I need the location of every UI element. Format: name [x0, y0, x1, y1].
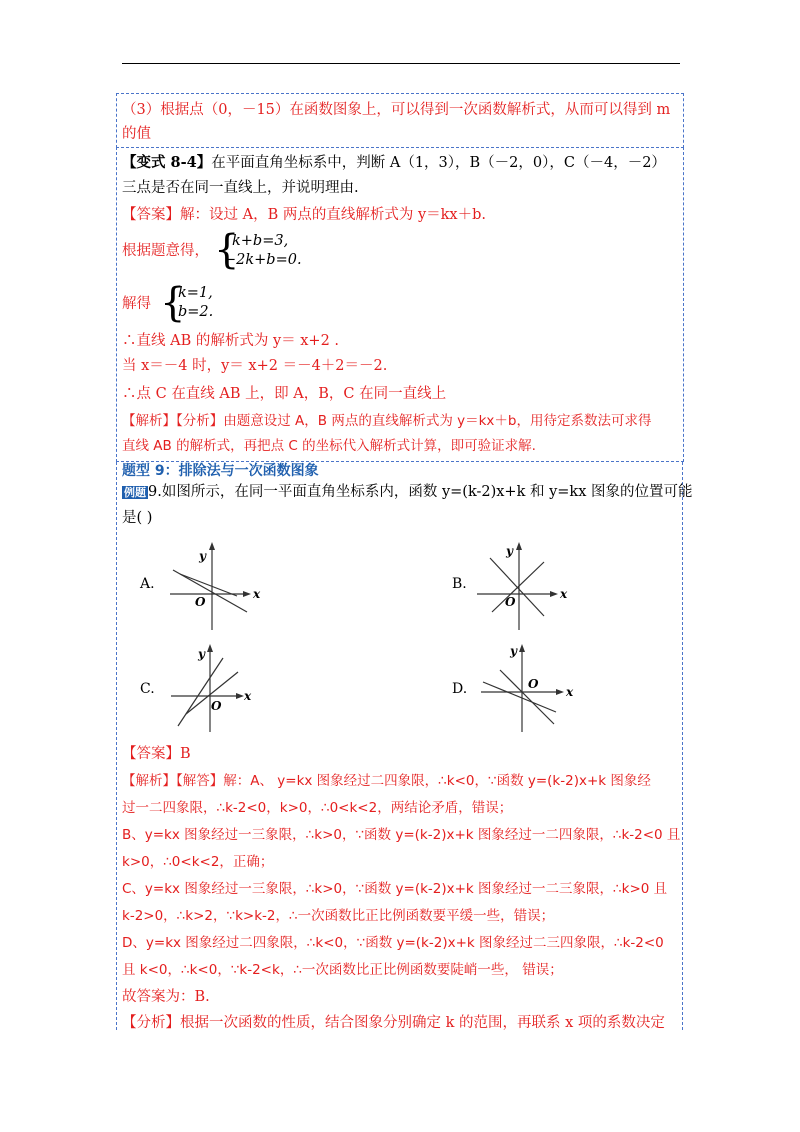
- system-eq1: k+b=3,: [232, 233, 289, 249]
- line-1: [178, 658, 223, 726]
- line-1: [173, 570, 247, 612]
- solution-line1: 【解析】【解答】解：A、 y=kx 图象经过二四象限，∴k<0，∵函数 y=(k-2)x+k 图象经: [122, 773, 651, 789]
- system-brace: {: [214, 227, 240, 273]
- given-label: 根据题意得，: [122, 243, 209, 259]
- y-label: y: [510, 644, 517, 658]
- conclusion-line: ∴点 C 在直线 AB 上，即 A，B，C 在同一直线上: [122, 386, 447, 402]
- system-eq2: −2k+b=0.: [224, 252, 302, 268]
- graph-a-label: A.: [140, 576, 155, 592]
- x-label: x: [560, 587, 568, 601]
- analysis-line1: 【解析】【分析】由题意设过 A，B 两点的直线解析式为 y＝kx＋b，用待定系数法可求得: [122, 413, 652, 429]
- graph-c-label: C.: [140, 681, 155, 697]
- graph-a: [165, 538, 265, 633]
- section-right-border: [682, 462, 683, 1030]
- line-1: [490, 558, 544, 616]
- x-arrow-icon: [550, 591, 558, 597]
- x-arrow-icon: [243, 591, 251, 597]
- graph-d: [478, 640, 578, 735]
- example-answer: 【答案】B: [122, 746, 191, 762]
- y-arrow-icon: [207, 644, 213, 652]
- graph-d-label: D.: [452, 681, 468, 697]
- solution-eq2: b=2.: [178, 304, 214, 320]
- x-arrow-icon: [236, 693, 244, 699]
- line-2: [500, 670, 554, 724]
- graph-b-label: B.: [452, 576, 467, 592]
- type9-heading: 题型 9：排除法与一次函数图象: [122, 463, 319, 479]
- variant-answer: 【答案】解：设过 A，B 两点的直线解析式为 y＝kx＋b.: [122, 207, 486, 223]
- origin-label: O: [528, 677, 539, 691]
- example-tag: 例题: [124, 486, 146, 499]
- y-label: y: [506, 544, 513, 558]
- example-question-line2: 是( ): [122, 510, 153, 526]
- solution-line2: 过一二四象限，∴k-2<0，k>0，∴0<k<2，两结论矛盾，错误；: [122, 800, 513, 816]
- solution-line9: 故答案为：B.: [122, 989, 210, 1005]
- solution-line4: k>0，∴0<k<2，正确；: [122, 854, 274, 870]
- origin-label: O: [211, 699, 222, 713]
- when-x-line: 当 x＝－4 时，y＝ x+2 ＝－4＋2＝－2.: [122, 358, 388, 374]
- example-question-line1: 例题 9.如图所示，在同一平面直角坐标系内，函数 y=(k-2)x+k 和 y=kx 图象的位置可能: [124, 484, 693, 500]
- solution-analysis: 【分析】根据一次函数的性质，结合图象分别确定 k 的范围，再联系 x 项的系数决定: [122, 1015, 665, 1031]
- y-label: y: [198, 647, 205, 661]
- graph-b: [472, 538, 572, 633]
- line-2: [180, 574, 237, 596]
- section-left-border: [116, 462, 117, 1030]
- solution-line8: 且 k<0，∴k<0，∵k-2<k，∴一次函数比正比例函数要陡峭一些， 错误；: [122, 962, 563, 978]
- solution-line5: C、y=kx 图象经过一三象限，∴k>0，∵函数 y=(k-2)x+k 图象经过一二三象限，∴k>0 且: [122, 881, 668, 897]
- y-arrow-icon: [519, 644, 525, 652]
- solution-line7: D、y=kx 图象经过二四象限，∴k<0，∵函数 y=(k-2)x+k 图象经过二三四象限，∴k-2<0: [122, 935, 664, 951]
- solve-label: 解得: [122, 296, 151, 312]
- part3-line2: 的值: [122, 126, 151, 142]
- x-arrow-icon: [556, 689, 564, 695]
- solution-eq1: k=1,: [178, 285, 213, 301]
- header-rule: [122, 63, 680, 64]
- solution-line6: k-2>0，∴k>2，∵k>k-2，∴一次函数比正比例函数要平缓一些，错误；: [122, 908, 555, 924]
- solution-brace: {: [160, 280, 186, 326]
- x-label: x: [244, 689, 252, 703]
- variant-question-line1: 【变式 8-4】在平面直角坐标系中，判断 A（1，3），B（－2，0），C（－4，－2）: [122, 154, 666, 171]
- part3-line1: （3）根据点（0，－15）在函数图象上，可以得到一次函数解析式，从而可以得到 m: [122, 102, 671, 118]
- variant-question-line2: 三点是否在同一直线上，并说明理由.: [122, 180, 359, 196]
- analysis-line2: 直线 AB 的解析式，再把点 C 的坐标代入解析式计算，即可验证求解.: [122, 438, 536, 454]
- origin-label: O: [195, 595, 206, 609]
- x-label: x: [253, 587, 261, 601]
- line-ab-equation: ∴直线 AB 的解析式为 y＝ x+2 .: [122, 333, 340, 349]
- line-1: [483, 682, 556, 712]
- y-label: y: [199, 549, 206, 563]
- y-arrow-icon: [209, 542, 215, 550]
- origin-label: O: [505, 595, 516, 609]
- y-arrow-icon: [516, 542, 522, 550]
- x-label: x: [566, 685, 574, 699]
- graph-c: [168, 640, 268, 735]
- solution-line3: B、y=kx 图象经过一三象限，∴k>0，∵函数 y=(k-2)x+k 图象经过一二四象限，∴k-2<0 且: [122, 827, 681, 843]
- line-2: [492, 562, 544, 612]
